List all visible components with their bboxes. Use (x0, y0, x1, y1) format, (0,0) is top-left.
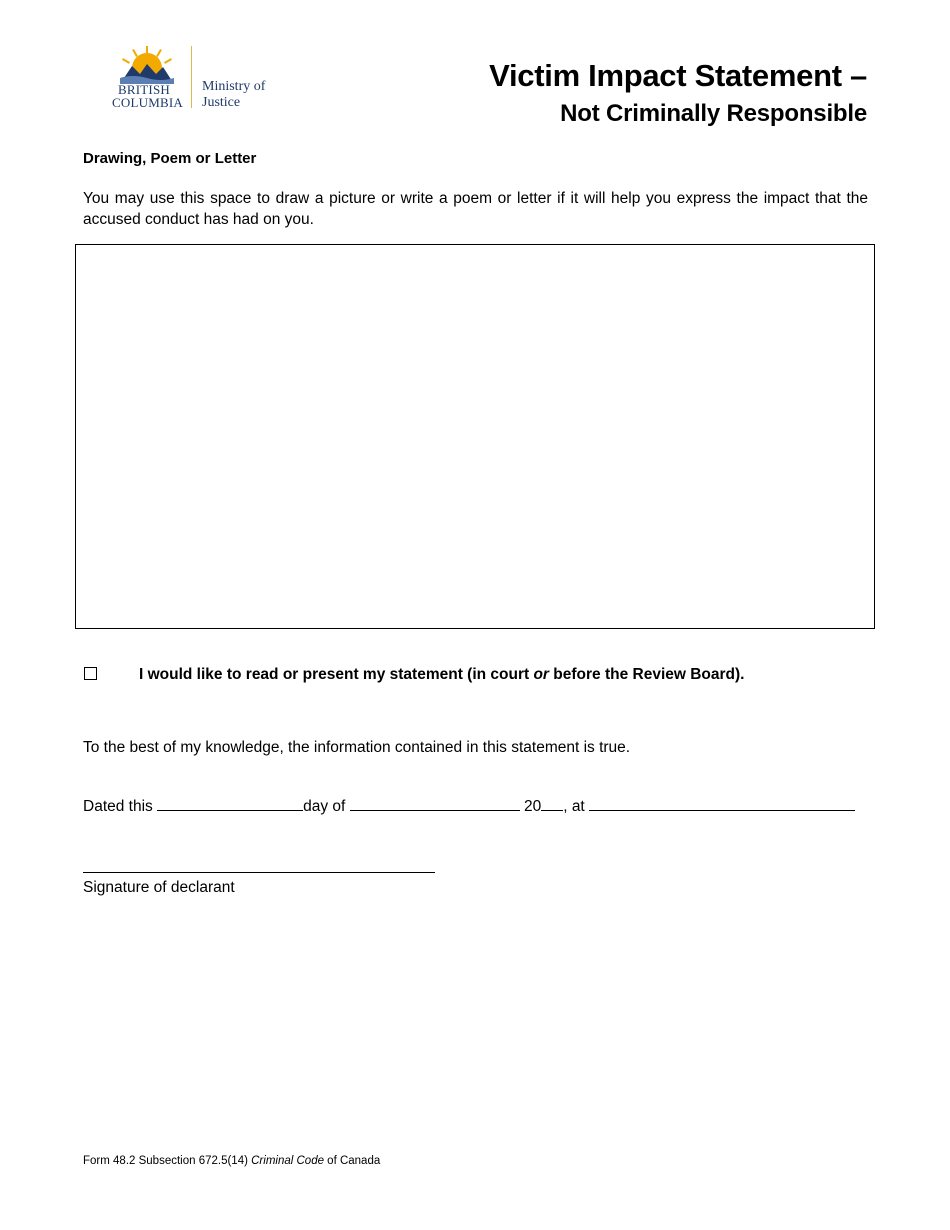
section-heading: Drawing, Poem or Letter (83, 150, 257, 167)
day-field[interactable] (157, 796, 303, 811)
place-field[interactable] (589, 796, 855, 811)
page-subtitle: Not Criminally Responsible (560, 100, 867, 127)
drawing-area[interactable] (75, 244, 875, 629)
present-statement-checkbox[interactable] (84, 667, 97, 680)
form-footer (83, 1155, 380, 1167)
logo-ministry (202, 79, 265, 111)
bc-sun-logo-icon (116, 44, 178, 84)
logo-province-name (112, 83, 183, 109)
checkbox-label-after: before the Review Board). (548, 666, 745, 683)
at-label: , at (563, 798, 590, 815)
present-statement-label (139, 666, 744, 684)
signature-field[interactable] (83, 872, 435, 873)
truth-statement: To the best of my knowledge, the information contained in this statement is true. (83, 739, 631, 756)
dated-prefix: Dated this (83, 798, 158, 815)
checkbox-label-italic: or (533, 666, 549, 683)
logo-province-line1: BRITISH (118, 82, 170, 97)
footer-text-before: Form 48.2 Subsection 672.5(14) (83, 1155, 252, 1167)
year-prefix: 20 (519, 798, 542, 815)
footer-text-after: of Canada (323, 1155, 381, 1167)
page-title: Victim Impact Statement – (489, 58, 867, 93)
day-of-label: day of (303, 798, 350, 815)
logo-province-line2: COLUMBIA (112, 95, 183, 110)
logo-ministry-line2: Justice (202, 95, 241, 110)
year-field[interactable] (541, 796, 563, 811)
signature-label: Signature of declarant (83, 879, 235, 896)
checkbox-label-before: I would like to read or present my statement (in court (139, 666, 534, 683)
footer-text-italic: Criminal Code (251, 1155, 324, 1167)
logo-ministry-line1: Ministry of (202, 79, 266, 94)
dated-line (83, 796, 855, 816)
month-field[interactable] (350, 796, 520, 811)
section-instructions: You may use this space to draw a picture or write a poem or letter if it will help you express the impact that the accused conduct has had on you. (83, 190, 868, 228)
logo-divider (191, 46, 192, 108)
